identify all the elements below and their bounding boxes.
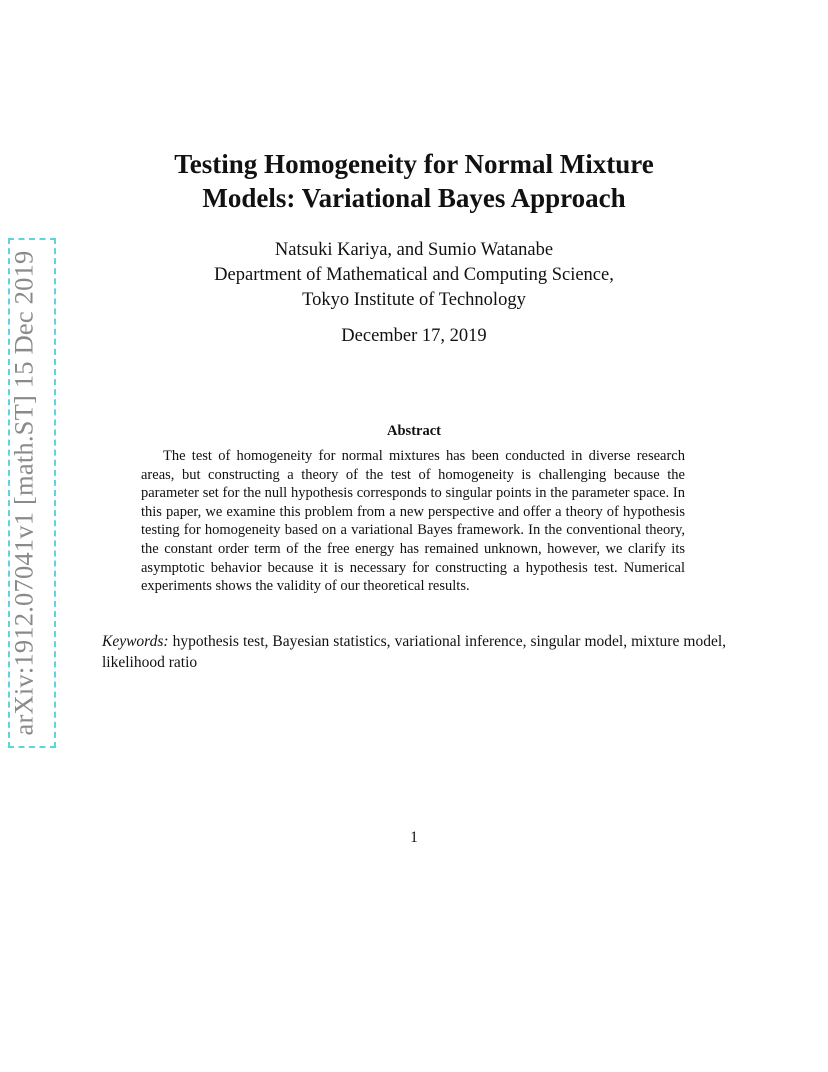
- paper-title-line-2: Models: Variational Bayes Approach: [202, 183, 626, 213]
- abstract-heading: Abstract: [387, 423, 441, 439]
- arxiv-identifier-stamp: arXiv:1912.07041v1 [math.ST] 15 Dec 2019: [8, 250, 39, 736]
- abstract-text: The test of homogeneity for normal mixtures has been conducted in diverse research areas, but constructing a theory of the test of homogeneity is challenging because the parameter set for the null hypothesis corresponds to singular points in the parameter space. In this paper, we examine this problem from a new perspective and offer a theory of hypothesis testing for homogeneity based on a variational Bayes framework. In the conventional theory, the constant order term of the free energy has remained unknown, however, we clarify its asymptotic behavior because it is necessary for constructing a hypothesis test. Numerical experiments shows the validity of our theoretical results.: [141, 448, 685, 595]
- author-department: Department of Mathematical and Computing Science,: [214, 265, 614, 285]
- keywords-text: hypothesis test, Bayesian statistics, variational inference, singular model, mixture model, likelihood ratio: [102, 633, 726, 671]
- page-number: 1: [410, 829, 418, 846]
- author-names: Natsuki Kariya, and Sumio Watanabe: [274, 240, 554, 260]
- paper-date: December 17, 2019: [341, 326, 487, 346]
- keywords-block: [102, 631, 726, 673]
- paper-title-line-1: Testing Homogeneity for Normal Mixture: [174, 149, 654, 179]
- author-institution: Tokyo Institute of Technology: [302, 290, 526, 310]
- paper-title: [100, 147, 728, 215]
- keywords-label: Keywords:: [102, 633, 169, 650]
- author-block: [100, 238, 728, 313]
